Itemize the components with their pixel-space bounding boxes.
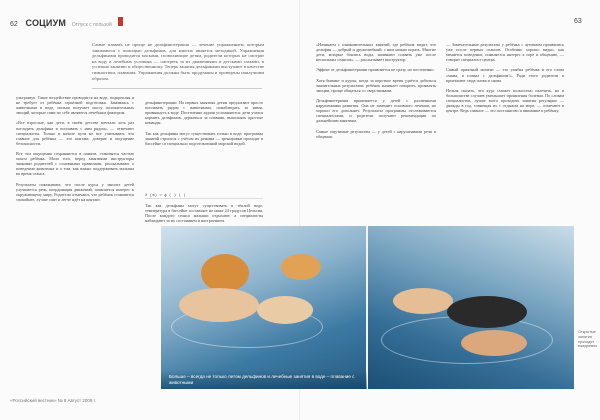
section-title: СОЦИУМ [25,18,67,28]
left-page-number: 62 [10,21,18,28]
left-column-2 [145,95,263,146]
dolphin-therapy-photo [161,226,574,389]
byline-rule [145,198,263,199]
side-caption: Открытые занятия проходят ежедневно [578,330,598,349]
child-swimmer-body [179,288,259,322]
right-column-2: — Замечательные результаты у ребёнка с аутизмом проявились уже после первых сеансов. Особенно хорошо видно, как меняется поведение, появляется интерес к игре и общению, — говорит специалист центра. Самый приятный момент — это улыбка ребёнка и его слова «мама, я плавал с дельфином!». Ради этого родители и приезжают сюда снова и снова. Нельзя сказать, что курс сможет полностью излечить, но в большинстве случаев уменьшает проявления болезни. По словам специалистов, лучше всего проходить занятия регулярно — дважды в год, совмещая их с отдыхом на море, — отмечают в центре. Ведь главное — это постоянство и внимание к ребёнку. [446,42,564,114]
dolphin-shape [447,296,527,328]
section-subtitle: Отпуск с пользой [71,22,112,28]
article-intro: Самые плавать не проще не дельфинотерапия — лечение упражнением, которым занимаются с помощью дельфинов, для многих является методикой. Упражнения дельфинами проводятся масками, позволяющие детям, родители которых не смотрят на воду в лечебных условиях — смотреть за их движениями и детскими глазами, в успешно занятию и общественному. Теперь занятия дельфинами выступают в качестве гимнастики, плавания. Упражнения должны быть продуманы и проведены наилучшим образом. [92,42,264,81]
left-column-2b: Так как дельфины могут существовать в тёплой воде, температура в бассейне составляет не ниже 24 градусов Цельсия. После каждого сеанса малыши отдыхают, а специалисты наблюдают за их состоянием и настроением. [145,203,263,224]
left-header [10,18,112,28]
section-accent-bar [118,17,123,26]
left-column-1: ультразвук. Такое воздействие проводится на воде, подкрепляя и не требует от ребёнка серьёзной подготовки. Занимаясь с животными в воде, малыш получает массу положительных эмоций, которые сами по себе являются лечебным фактором. «Все взрослые, как дети, в своём детстве мечтали хоть раз погладить дельфина и поплавать с ним рядом», — отмечают специалисты. Только в начале пути не все учитывают, что главное для ребёнка — это контакт, доверие и ощущение безопасности. Все эти ощущения сохраняются в памяти, становятся частью опыта ребёнка. Мало того, перед занятиями инструкторы знакомят родителей с основными правилами, рассказывают о поведении животных и о том, как важно поддерживать малыша во время сеанса. Результаты показывают, что после курса у многих детей улучшается речь, координация движений, появляется интерес к окружающему миру. Родители отмечают, что ребёнок становится спокойнее, лучше спит и легче идёт на контакт. [16,95,134,202]
right-column-1: «Начинаем с ознакомительных занятий, где ребёнок видит, что дельфин — добрый и дружелюбный, с ним можно играть. Многие дети, которые боялись воды, начинают плавать уже после нескольких сеансов», — рассказывает инструктор. Эффект от дельфинотерапии проявляется не сразу, но постепенно. Хотя бывают и курсы, когда за короткое время удаётся добиться значительных результатов: ребёнок начинает говорить, проявлять эмоции, проще общаться со сверстниками. Дельфинотерапия применяется у детей с различными нарушениями развития. Она не заменяет основного лечения, но хорошо его дополняет. Результаты программы отслеживаются специалистами, и родители получают рекомендации по дальнейшим занятиям. Самые ощутимые результаты — у детей с нарушениями речи и общения. [316,42,436,139]
photo-caption: Больше – всегда не только летом дельфинов и лечебные занятия в воде – плавание с животными [161,370,367,389]
child-swimmer [201,254,249,292]
instructor-figure [461,330,527,356]
left-column-2-text: дельфинотерапии. На первых занятиях детям предлагают просто поплавать рядом с животными, понаблюдать за ними, привыкнуть к воде. Постепенно задачи усложняются: дети учатся кормить дельфинов, держаться за плавник, выполнять простые команды. Так как дельфины могут существовать только в воде, программа занятий строится с учётом их режима — тренировки проходят в бассейне со специально подготовленной морской водой. [145,100,263,146]
intro-divider [92,88,262,89]
magazine-footer: «Российский вестник» № 8 Август 2009 г. [10,398,96,403]
instructor-arm [257,296,313,324]
child-swimmer [393,288,453,314]
right-page-number: 63 [574,18,582,25]
inline-byline: Х (ж) > ф ( ) ( ) [145,194,189,198]
photo-gutter [366,226,368,389]
swim-ring [281,254,321,280]
